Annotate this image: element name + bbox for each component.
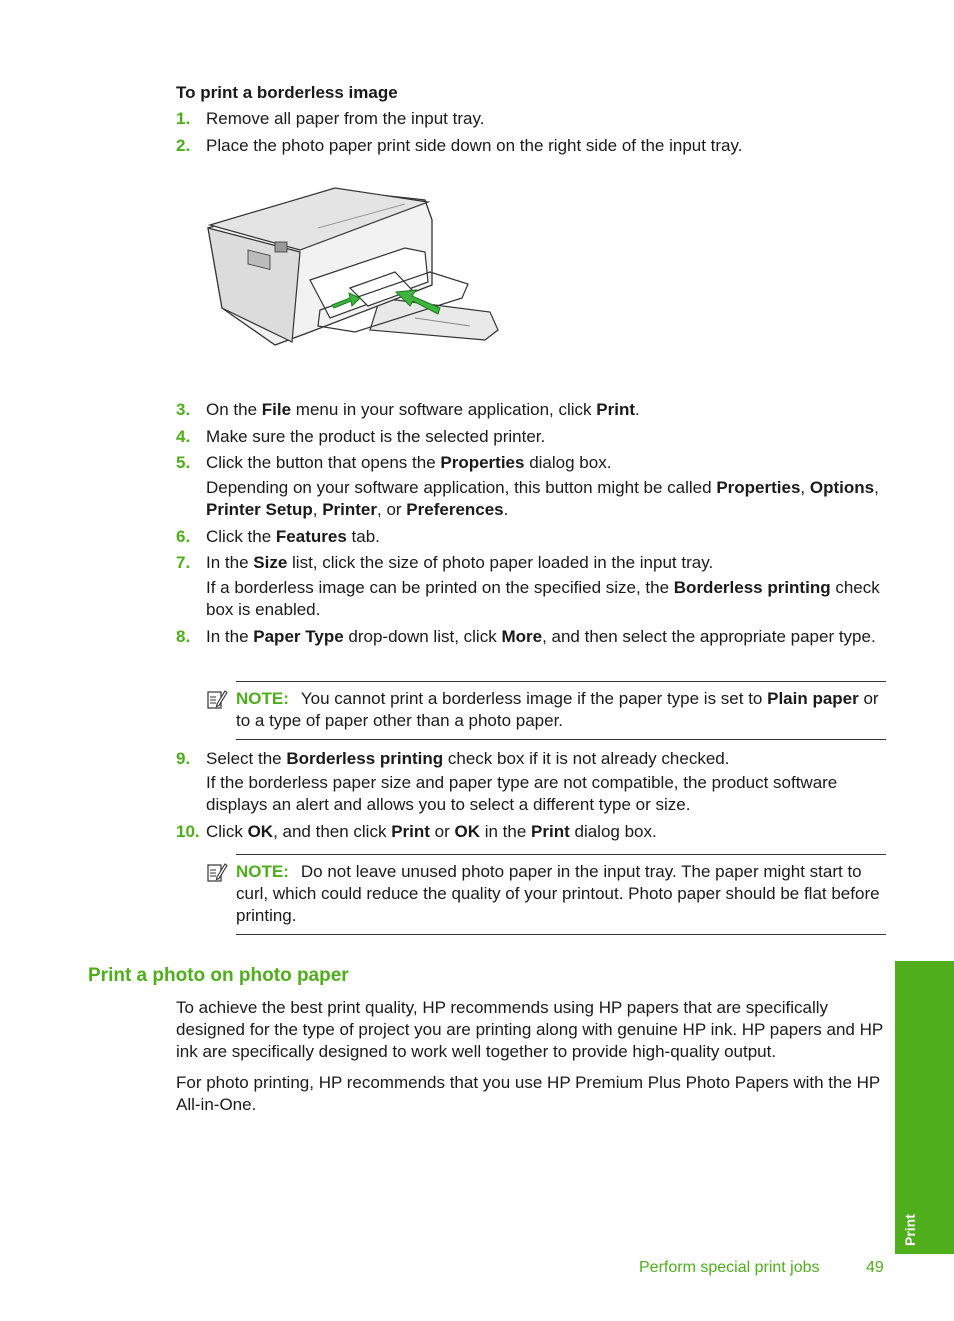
- bold-term: Print: [531, 822, 570, 841]
- body-paragraph: For photo printing, HP recommends that you use HP Premium Plus Photo Papers with the HP All-in-One.: [176, 1073, 880, 1114]
- bold-term: Borderless printing: [673, 578, 831, 597]
- bold-term: Print: [391, 822, 430, 841]
- step-text: Select the Borderless printing check box if it is not already checked.: [206, 749, 730, 768]
- step-number: 4.: [176, 427, 191, 446]
- page-number: 49: [866, 1259, 884, 1276]
- footer-section-name: Perform special print jobs: [639, 1259, 820, 1276]
- step-number: 5.: [176, 453, 191, 472]
- bold-term: Properties: [716, 478, 801, 497]
- step-text: Make sure the product is the selected printer.: [206, 427, 546, 446]
- bold-term: OK: [247, 822, 274, 841]
- step-number: 6.: [176, 527, 191, 546]
- printer-illustration: [200, 180, 510, 366]
- section-title: Print a photo on photo paper: [88, 965, 349, 986]
- note-bottom-rule: [236, 739, 886, 740]
- step-text: Click the button that opens the Properties dialog box.: [206, 453, 612, 472]
- bold-term: Printer Setup: [206, 500, 313, 519]
- bold-term: Printer: [322, 500, 377, 519]
- bold-term: OK: [454, 822, 480, 841]
- note-box: [206, 681, 886, 741]
- chapter-side-tab-label: Print: [902, 1214, 918, 1246]
- procedure-heading: To print a borderless image: [176, 83, 398, 102]
- note-text: You cannot print a borderless image if the paper type is set to Plain paper or to a type of paper other than a photo paper.: [236, 689, 879, 730]
- step-number: 7.: [176, 553, 191, 572]
- body-paragraph: To achieve the best print quality, HP recommends using HP papers that are specifically designed for the type of project you are printing along with genuine HP ink. HP papers and HP ink are specifically designed to work well together to provide high-quality output.: [176, 998, 883, 1061]
- bold-term: Borderless printing: [286, 749, 444, 768]
- note-bottom-rule: [236, 934, 886, 935]
- step-number: 10.: [176, 822, 200, 841]
- note-box: [206, 854, 886, 936]
- step-text: In the Paper Type drop-down list, click More, and then select the appropriate paper type.: [206, 627, 876, 646]
- step-number: 2.: [176, 136, 191, 155]
- bold-term: Options: [809, 478, 875, 497]
- note-body: [236, 861, 886, 927]
- step-text: On the File menu in your software application, click Print.: [206, 400, 640, 419]
- note-top-rule: [236, 854, 886, 855]
- bold-term: Properties: [440, 453, 525, 472]
- step-number: 9.: [176, 749, 191, 768]
- bold-term: Preferences: [406, 500, 504, 519]
- step-text: Click the Features tab.: [206, 527, 380, 546]
- step-number: 1.: [176, 109, 191, 128]
- bold-term: File: [261, 400, 292, 419]
- step-9-detail: If the borderless paper size and paper type are not compatible, the product software displays an alert and allows you to select a different type or size.: [206, 773, 838, 814]
- bold-term: More: [501, 627, 543, 646]
- note-body: [236, 688, 886, 732]
- step-5-detail: Depending on your software application, this button might be called Properties, Options, Printer Setup, Printer, or Preferences.: [206, 478, 879, 519]
- step-text: Place the photo paper print side down on the right side of the input tray.: [206, 136, 743, 155]
- note-label: NOTE:: [236, 862, 289, 881]
- bold-term: Paper Type: [253, 627, 344, 646]
- note-top-rule: [236, 681, 886, 682]
- step-text: Click OK, and then click Print or OK in the Print dialog box.: [206, 822, 657, 841]
- step-7-detail: If a borderless image can be printed on the specified size, the Borderless printing check box is enabled.: [206, 578, 880, 619]
- chapter-side-tab: [895, 961, 954, 1254]
- bold-term: Plain paper: [767, 689, 859, 708]
- note-pencil-icon: [206, 861, 228, 883]
- note-pencil-icon: [206, 688, 228, 710]
- bold-term: Print: [596, 400, 635, 419]
- bold-term: Features: [275, 527, 347, 546]
- step-number: 3.: [176, 400, 191, 419]
- step-text: Remove all paper from the input tray.: [206, 109, 485, 128]
- step-text: In the Size list, click the size of photo paper loaded in the input tray.: [206, 553, 714, 572]
- step-number: 8.: [176, 627, 191, 646]
- note-label: NOTE:: [236, 689, 289, 708]
- bold-term: Size: [253, 553, 288, 572]
- note-text: Do not leave unused photo paper in the input tray. The paper might start to curl, which could reduce the quality of your printout. Photo paper should be flat before printing.: [236, 862, 880, 925]
